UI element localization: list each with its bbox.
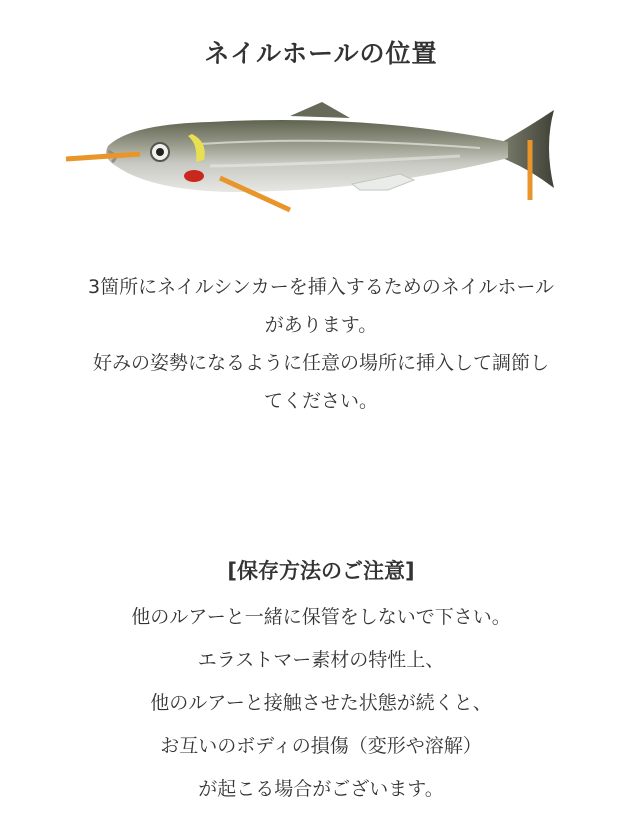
caution-line: お互いのボディの損傷（変形や溶解） (160, 735, 482, 757)
nail-hole-description (20, 268, 622, 420)
lure-image (60, 96, 570, 220)
description-line: てください。 (263, 390, 378, 412)
caution-line: が起こる場合がございます。 (198, 778, 444, 800)
description-line: 好みの姿勢になるように任意の場所に挿入して調節し (92, 352, 549, 374)
dorsal-fin (290, 102, 350, 118)
caution-line: 他のルアーと接触させた状態が続くと、 (150, 692, 492, 714)
description-line: 3箇所にネイルシンカーを挿入するためのネイルホール (88, 276, 554, 298)
page-title: ネイルホールの位置 (204, 39, 438, 68)
gill-red (184, 170, 204, 182)
caution-line: 他のルアーと一緒に保管をしないで下さい。 (131, 606, 511, 628)
storage-caution-heading: [保存方法のご注意] (227, 559, 415, 583)
storage-caution-text (20, 596, 622, 811)
caution-line: エラストマー素材の特性上、 (197, 649, 445, 671)
description-line: があります。 (264, 314, 378, 336)
